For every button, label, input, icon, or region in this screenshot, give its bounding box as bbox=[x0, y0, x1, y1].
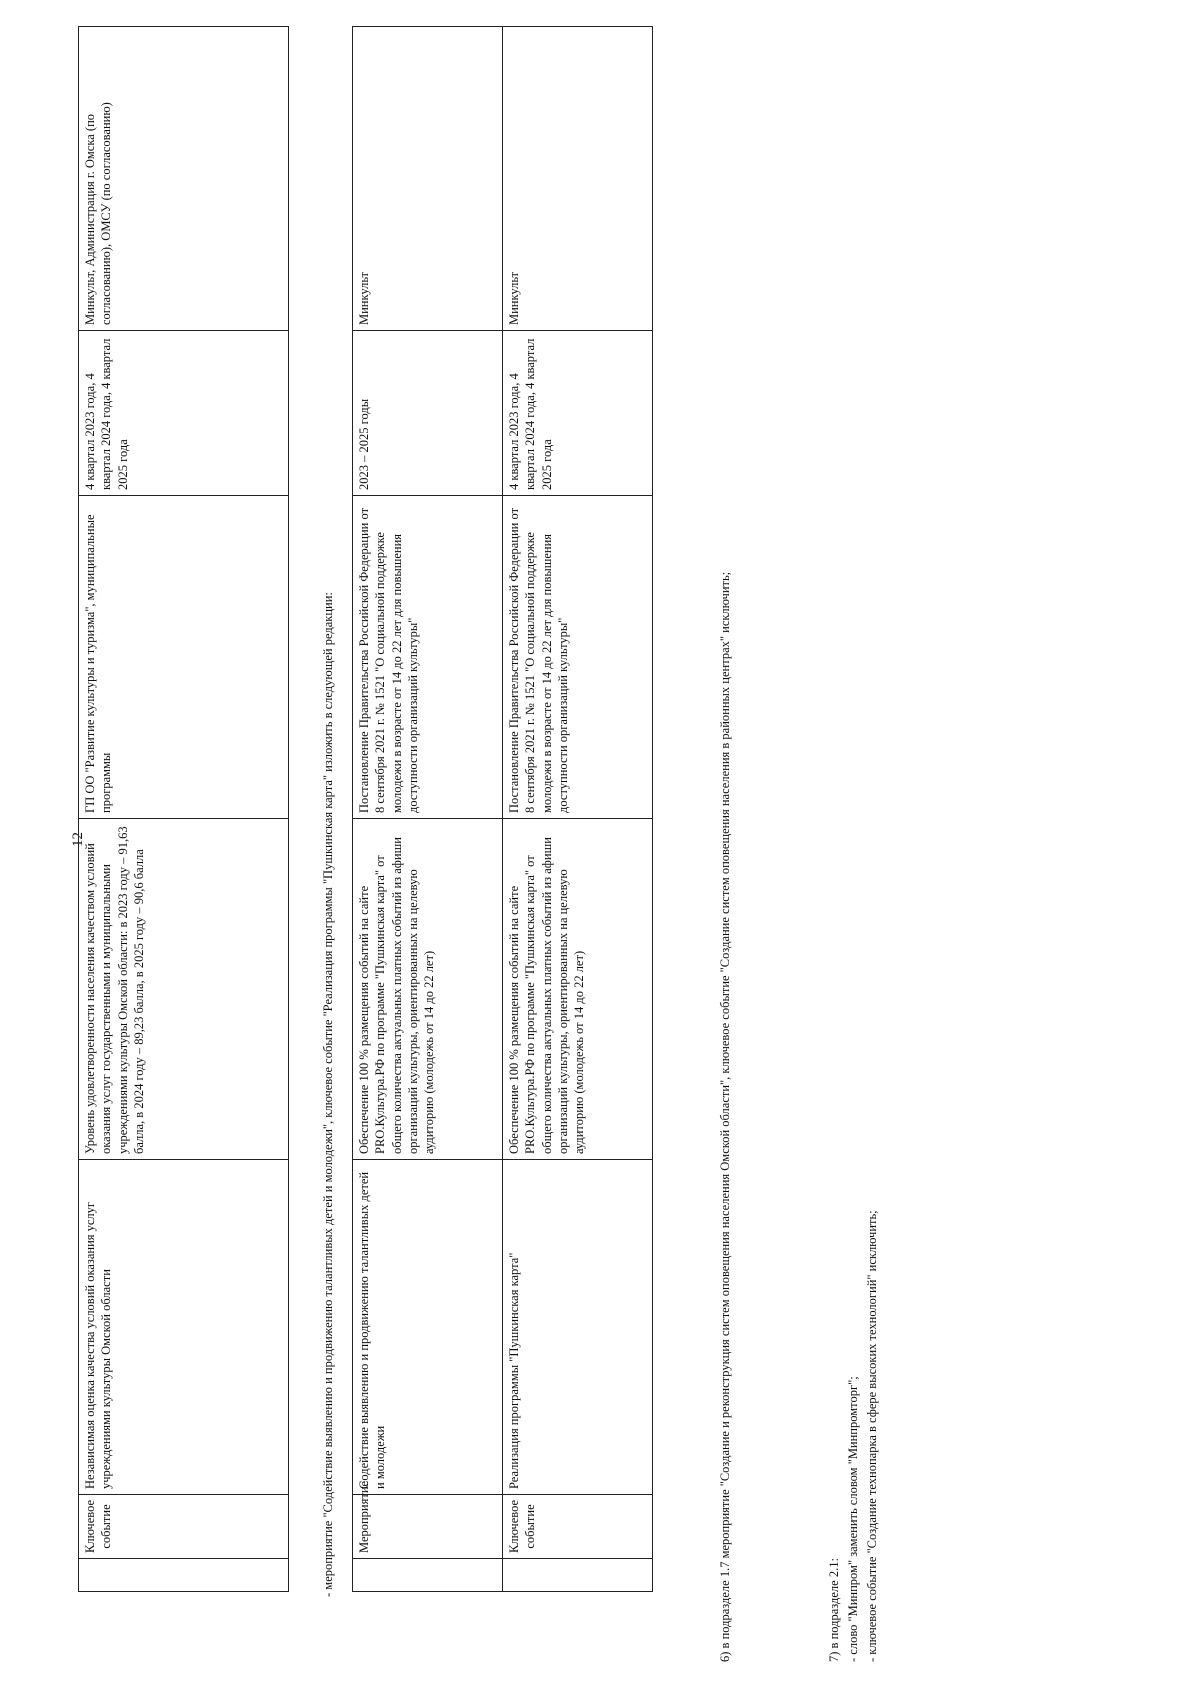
blank-cell bbox=[503, 1559, 653, 1592]
event-name: Независимая оценка качества условий оказания услуг учреждениями культуры Омской области bbox=[79, 1160, 289, 1495]
table-row bbox=[353, 27, 503, 1592]
event-responsible: Минкульт bbox=[353, 27, 503, 331]
event-responsible: Минкульт bbox=[503, 27, 653, 331]
event-kind: Ключевое событие bbox=[503, 1495, 653, 1559]
event-deadline: 2023 – 2025 годы bbox=[353, 331, 503, 496]
event-basis: Постановление Правительства Российской Федерации от 8 сентября 2021 г. № 1521 "О социальной поддержке молодежи в возрасте от 14 до 22 лет для повышения доступности организаций культуры" bbox=[503, 496, 653, 819]
event-kind: Мероприятие bbox=[353, 1495, 503, 1559]
amendment-item-6: 6) в подразделе 1.7 мероприятие "Создание и реконструкция систем оповещения населения Омской области", ключевое событие "Создание систем оповещения населения в районных центрах" исключить; bbox=[718, 571, 732, 1662]
plan-table-continued bbox=[78, 26, 289, 1592]
blank-cell bbox=[353, 1559, 503, 1592]
event-result: Обеспечение 100 % размещения событий на сайте PRO.Культура.РФ по программе "Пушкинская карта" от общего количества актуальных платных событий из афиши организаций культуры, ориентированных на целевую аудиторию (молодежь от 14 до 22 лет) bbox=[353, 819, 503, 1160]
event-name: Содействие выявлению и продвижению талантливых детей и молодежи bbox=[353, 1160, 503, 1495]
amendment-item-7-word-replace: - слово "Минпром" заменить словом "Минпромторг"; bbox=[846, 1376, 860, 1662]
event-result: Уровень удовлетворенности населения качеством условий оказания услуг государственными и муниципальными учреждениями культуры Омской области: в 2023 году – 91,63 балла, в 2024 году – 89,23 балла, в 2025 году – 90,6 балла bbox=[79, 819, 289, 1160]
event-name: Реализация программы "Пушкинская карта" bbox=[503, 1160, 653, 1495]
blank-cell bbox=[79, 1559, 289, 1592]
event-basis: Постановление Правительства Российской Федерации от 8 сентября 2021 г. № 1521 "О социальной поддержке молодежи в возрасте от 14 до 22 лет для повышения доступности организаций культуры" bbox=[353, 496, 503, 819]
amendment-meropriyatie-line: - мероприятие "Содействие выявлению и продвижению талантливых детей и молодежи", ключевое событие "Реализация программы "Пушкинская карта" изложить в следующей редакции: bbox=[321, 592, 335, 1597]
table-row bbox=[79, 27, 289, 1592]
plan-table-new-edition bbox=[352, 26, 653, 1592]
amendment-item-7-event-remove: - ключевое событие "Создание технопарка в сфере высоких технологий" исключить; bbox=[865, 1210, 879, 1662]
event-basis: ГП ОО "Развитие культуры и туризма", муниципальные программы bbox=[79, 496, 289, 819]
amendment-item-7: 7) в подразделе 2.1: bbox=[827, 1558, 841, 1662]
table-row bbox=[503, 27, 653, 1592]
event-result: Обеспечение 100 % размещения событий на сайте PRO.Культура.РФ по программе "Пушкинская карта" от общего количества актуальных платных событий из афиши организаций культуры, ориентированных на целевую аудиторию (молодежь от 14 до 22 лет) bbox=[503, 819, 653, 1160]
event-kind: Ключевое событие bbox=[79, 1495, 289, 1559]
page-number: 12 bbox=[70, 832, 86, 847]
event-deadline: 4 квартал 2023 года, 4 квартал 2024 года, 4 квартал 2025 года bbox=[79, 331, 289, 496]
event-deadline: 4 квартал 2023 года, 4 квартал 2024 года, 4 квартал 2025 года bbox=[503, 331, 653, 496]
event-responsible: Минкульт, Администрация г. Омска (по согласованию), ОМСУ (по согласованию) bbox=[79, 27, 289, 331]
